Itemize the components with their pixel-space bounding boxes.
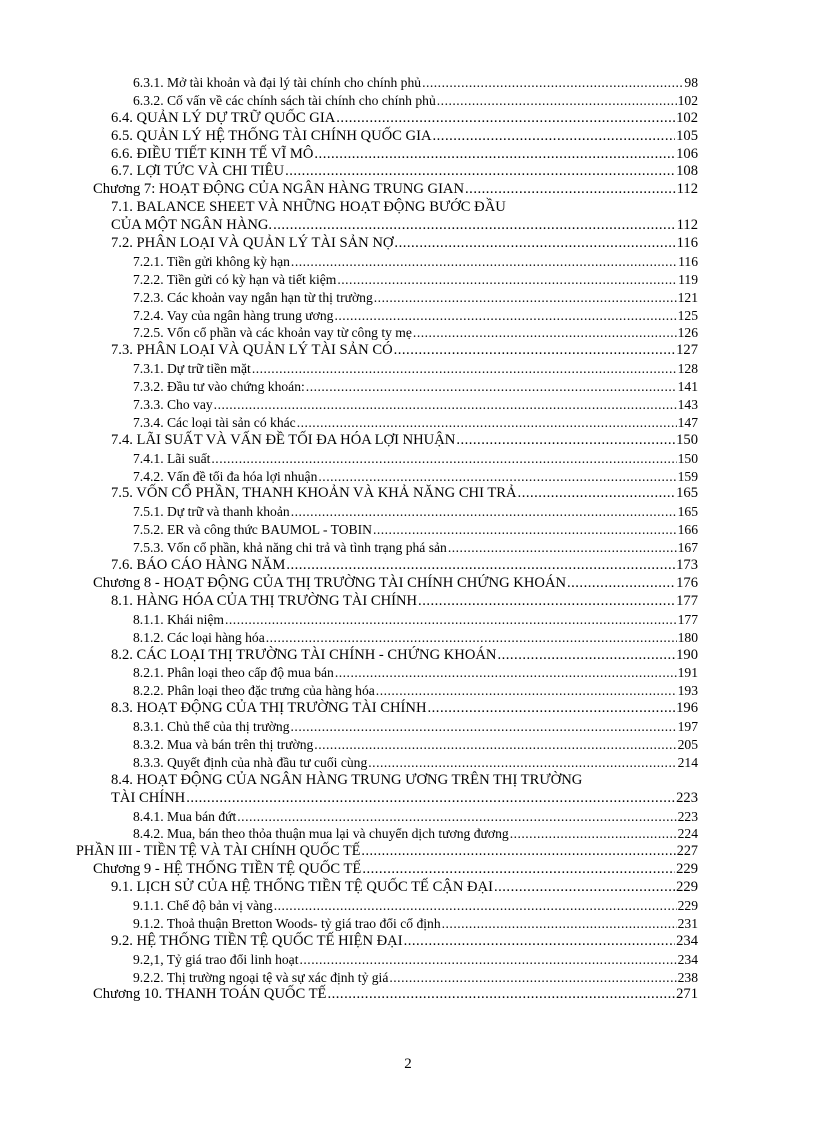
toc-entry-page: 159 bbox=[677, 468, 698, 484]
toc-entry-page: 166 bbox=[677, 522, 698, 538]
toc-entry bbox=[0, 468, 816, 486]
toc-entry bbox=[0, 664, 816, 682]
toc-entry-page: 193 bbox=[677, 683, 698, 699]
dot-leader bbox=[214, 396, 677, 414]
toc-entry-title: 6.5. QUẢN LÝ HỆ THỐNG TÀI CHÍNH QUỐC GIA bbox=[111, 127, 432, 144]
toc-entry-title: 7.2.4. Vay của ngân hàng trung ương bbox=[133, 307, 334, 323]
toc-entry bbox=[0, 915, 816, 933]
toc-entry-page: 234 bbox=[676, 932, 698, 949]
toc-entry-page: 176 bbox=[676, 574, 698, 591]
toc-entry-page: 165 bbox=[676, 485, 698, 502]
toc-entry bbox=[0, 539, 816, 557]
dot-leader bbox=[374, 289, 677, 307]
toc-entry-title: 7.4.2. Vấn đề tối đa hóa lợi nhuận bbox=[133, 468, 318, 484]
toc-entry-page: 271 bbox=[676, 986, 698, 1003]
toc-entry-page: 102 bbox=[677, 92, 698, 108]
toc-entry-page: 116 bbox=[676, 235, 698, 252]
dot-leader bbox=[211, 450, 676, 468]
toc-entry bbox=[0, 503, 816, 521]
dot-leader bbox=[361, 843, 675, 861]
dot-leader bbox=[422, 74, 683, 92]
toc-entry-title: 7.1. BALANCE SHEET VÀ NHỮNG HOẠT ĐỘNG BƯỚC ĐẦU bbox=[111, 199, 506, 216]
dot-leader bbox=[291, 503, 677, 521]
toc-entry-title: Chương 9 - HỆ THỐNG TIỀN TỆ QUỐC TẾ bbox=[93, 861, 362, 878]
toc-entry-page: 197 bbox=[677, 719, 698, 735]
toc-entry-page: 196 bbox=[676, 700, 698, 717]
dot-leader bbox=[252, 360, 677, 378]
toc-entry-page: 177 bbox=[677, 611, 698, 627]
toc-entry bbox=[0, 342, 816, 360]
dot-leader bbox=[437, 92, 677, 110]
toc-entry-title: 6.6. ĐIỀU TIẾT KINH TẾ VĨ MÔ bbox=[111, 145, 314, 162]
toc-entry-title: 8.2. CÁC LOẠI THỊ TRƯỜNG TÀI CHÍNH - CHỨNG KHOÁN bbox=[111, 646, 497, 663]
dot-leader bbox=[318, 468, 676, 486]
toc-entry bbox=[0, 557, 816, 575]
toc-entry-title: 8.4. HOẠT ĐỘNG CỦA NGÂN HÀNG TRUNG ƯƠNG TRÊN THỊ TRƯỜNG bbox=[111, 771, 583, 788]
page-number: 2 bbox=[404, 1056, 412, 1072]
toc-entry-page: 121 bbox=[677, 289, 698, 305]
toc-entry-title: 7.2.1. Tiền gửi không kỳ hạn bbox=[133, 253, 290, 269]
toc-entry-title: 8.1.2. Các loại hàng hóa bbox=[133, 629, 265, 645]
toc-entry bbox=[0, 790, 816, 808]
dot-leader bbox=[314, 146, 675, 164]
toc-entry bbox=[0, 396, 816, 414]
dot-leader bbox=[394, 235, 675, 253]
toc-entry bbox=[0, 235, 816, 253]
dot-leader bbox=[334, 307, 676, 325]
toc-entry-page: 105 bbox=[676, 127, 698, 144]
toc-entry bbox=[0, 611, 816, 629]
toc-entry-page: 205 bbox=[677, 736, 698, 752]
toc-entry bbox=[0, 593, 816, 611]
toc-entry-title: 6.3.2. Cố vấn về các chính sách tài chính cho chính phủ bbox=[133, 92, 436, 108]
toc-entry-title: 7.5.1. Dự trữ và thanh khoản bbox=[133, 504, 290, 520]
toc-entry-page: 126 bbox=[677, 325, 698, 341]
toc-entry-title: 7.2.5. Vốn cổ phần và các khoản vay từ công ty mẹ bbox=[133, 325, 412, 341]
toc-entry-page: 229 bbox=[677, 897, 698, 913]
toc-entry bbox=[0, 879, 816, 897]
toc-entry bbox=[0, 92, 816, 110]
toc-entry-page: 106 bbox=[676, 145, 698, 162]
toc-entry-title: 7.2.2. Tiền gửi có kỳ hạn và tiết kiệm bbox=[133, 271, 337, 287]
toc-entry-page: 167 bbox=[677, 540, 698, 556]
toc-entry-title: 7.5.3. Vốn cổ phần, khả năng chi trả và tình trạng phá sản bbox=[133, 540, 447, 556]
toc-entry-title: Chương 8 - HOẠT ĐỘNG CỦA THỊ TRƯỜNG TÀI CHÍNH CHỨNG KHOÁN bbox=[93, 574, 566, 591]
toc-entry-title: 8.1. HÀNG HÓA CỦA THỊ TRƯỜNG TÀI CHÍNH bbox=[111, 592, 418, 609]
toc-entry bbox=[0, 521, 816, 539]
toc-entry-page: 102 bbox=[676, 109, 698, 126]
toc-entry bbox=[0, 163, 816, 181]
dot-leader bbox=[567, 575, 675, 593]
toc-entry-title: 9.2. HỆ THỐNG TIỀN TỆ QUỐC TẾ HIỆN ĐẠI bbox=[111, 932, 403, 949]
toc-entry-title: Chương 10. THANH TOÁN QUỐC TẾ bbox=[93, 986, 327, 1003]
toc-entry-page: 223 bbox=[677, 808, 698, 824]
dot-leader bbox=[497, 647, 675, 665]
toc-entry bbox=[0, 485, 816, 503]
toc-entry-page: 173 bbox=[676, 557, 698, 574]
toc-entry-page: 238 bbox=[677, 969, 698, 985]
dot-leader bbox=[285, 163, 675, 181]
toc-entry-page: 143 bbox=[677, 397, 698, 413]
toc-entry-title: 7.3.1. Dự trữ tiền mặt bbox=[133, 361, 251, 377]
toc-entry bbox=[0, 629, 816, 647]
toc-entry bbox=[0, 808, 816, 826]
toc-entry-page: 227 bbox=[676, 843, 698, 860]
toc-entry bbox=[0, 772, 816, 790]
dot-leader bbox=[465, 181, 676, 199]
table-of-contents bbox=[0, 74, 816, 1004]
dot-leader bbox=[335, 664, 677, 682]
toc-entry-page: 180 bbox=[677, 629, 698, 645]
dot-leader bbox=[274, 897, 677, 915]
toc-entry-title: 9.1. LỊCH SỬ CỦA HỆ THỐNG TIỀN TỆ QUỐC TẾ CẬN ĐẠI bbox=[111, 879, 493, 896]
toc-entry bbox=[0, 575, 816, 593]
toc-entry-title: 8.1.1. Khái niệm bbox=[133, 611, 224, 627]
toc-entry bbox=[0, 843, 816, 861]
toc-entry-page: 229 bbox=[676, 861, 698, 878]
toc-entry bbox=[0, 74, 816, 92]
toc-entry-title: 7.3.4. Các loại tài sản có khác bbox=[133, 414, 296, 430]
dot-leader bbox=[327, 986, 675, 1004]
toc-entry bbox=[0, 378, 816, 396]
toc-entry-page: 231 bbox=[677, 915, 698, 931]
toc-entry-title: 8.2.1. Phân loại theo cấp độ mua bán bbox=[133, 665, 334, 681]
dot-leader bbox=[389, 969, 676, 987]
toc-entry-title: 6.7. LỢI TỨC VÀ CHI TIÊU bbox=[111, 163, 285, 180]
dot-leader bbox=[314, 736, 676, 754]
toc-entry bbox=[0, 718, 816, 736]
toc-entry-page: 234 bbox=[677, 951, 698, 967]
toc-entry-title: 8.3.2. Mua và bán trên thị trường bbox=[133, 736, 314, 752]
toc-entry-page: 214 bbox=[677, 754, 698, 770]
toc-entry-title: 6.3.1. Mở tài khoản và đại lý tài chính cho chính phủ bbox=[133, 75, 422, 90]
toc-entry bbox=[0, 199, 816, 217]
toc-entry bbox=[0, 647, 816, 665]
dot-leader bbox=[186, 790, 675, 808]
dot-leader bbox=[336, 110, 675, 128]
toc-entry-page: 150 bbox=[677, 450, 698, 466]
toc-entry-page: 125 bbox=[677, 307, 698, 323]
dot-leader bbox=[291, 253, 677, 271]
toc-entry bbox=[0, 360, 816, 378]
toc-entry-title: 9.2.2. Thị trường ngoại tệ và sự xác định tỷ giá bbox=[133, 969, 389, 985]
toc-entry-page: 165 bbox=[677, 504, 698, 520]
toc-entry-title: 7.3.2. Đầu tư vào chứng khoán: bbox=[133, 379, 305, 395]
toc-entry-page: 141 bbox=[677, 379, 698, 395]
dot-leader bbox=[518, 485, 676, 503]
toc-entry bbox=[0, 825, 816, 843]
dot-leader bbox=[368, 754, 676, 772]
toc-entry-title: CỦA MỘT NGÂN HÀNG. bbox=[111, 217, 273, 234]
dot-leader bbox=[300, 951, 677, 969]
dot-leader bbox=[433, 128, 676, 146]
toc-entry-page: 191 bbox=[677, 665, 698, 681]
toc-entry-title: 7.5.2. ER và công thức BAUMOL - TOBIN bbox=[133, 522, 372, 538]
dot-leader bbox=[456, 432, 675, 450]
toc-entry bbox=[0, 181, 816, 199]
dot-leader bbox=[266, 629, 677, 647]
toc-entry-title: Chương 7: HOẠT ĐỘNG CỦA NGÂN HÀNG TRUNG GIAN bbox=[93, 181, 465, 198]
toc-entry bbox=[0, 253, 816, 271]
toc-entry-page: 147 bbox=[677, 414, 698, 430]
toc-entry-title: 7.2. PHÂN LOẠI VÀ QUẢN LÝ TÀI SẢN NỢ bbox=[111, 235, 394, 252]
dot-leader bbox=[286, 557, 675, 575]
toc-entry-title: 7.2.3. Các khoản vay ngắn hạn từ thị trường bbox=[133, 289, 373, 305]
toc-entry bbox=[0, 271, 816, 289]
toc-entry-page: 116 bbox=[678, 253, 698, 269]
toc-entry-page: 150 bbox=[676, 431, 698, 448]
toc-entry bbox=[0, 754, 816, 772]
toc-entry bbox=[0, 110, 816, 128]
toc-entry-page: 127 bbox=[676, 342, 698, 359]
dot-leader bbox=[337, 271, 677, 289]
dot-leader bbox=[404, 933, 676, 951]
toc-entry bbox=[0, 933, 816, 951]
toc-entry-title: 7.6. BÁO CÁO HÀNG NĂM bbox=[111, 557, 286, 574]
toc-entry-page: 112 bbox=[676, 181, 698, 198]
toc-entry-title: 8.4.2. Mua, bán theo thỏa thuận mua lại và chuyển dịch tương đương bbox=[133, 826, 509, 842]
toc-entry-title: 9.1.1. Chế độ bản vị vàng bbox=[133, 897, 273, 913]
toc-entry-title: 7.4.1. Lãi suất bbox=[133, 450, 211, 466]
toc-entry bbox=[0, 324, 816, 342]
toc-entry-title: 9.1.2. Thoả thuận Bretton Woods- tỷ giá trao đổi cố định bbox=[133, 915, 441, 931]
toc-entry-page: 190 bbox=[676, 646, 698, 663]
toc-entry-title: 8.3.1. Chủ thể của thị trường bbox=[133, 719, 290, 735]
dot-leader bbox=[291, 718, 677, 736]
dot-leader bbox=[273, 217, 676, 235]
dot-leader bbox=[510, 825, 677, 843]
toc-entry-title: 8.3.3. Quyết định của nhà đầu tư cuối cùng bbox=[133, 754, 368, 770]
toc-entry-page: 229 bbox=[676, 879, 698, 896]
toc-entry-page: 112 bbox=[676, 217, 698, 234]
toc-entry bbox=[0, 951, 816, 969]
toc-entry bbox=[0, 307, 816, 325]
toc-entry-page: 177 bbox=[676, 592, 698, 609]
dot-leader bbox=[418, 593, 675, 611]
toc-entry-title: 8.3. HOẠT ĐỘNG CỦA THỊ TRƯỜNG TÀI CHÍNH bbox=[111, 700, 427, 717]
dot-leader bbox=[413, 324, 677, 342]
dot-leader bbox=[428, 700, 676, 718]
toc-entry bbox=[0, 897, 816, 915]
toc-entry-title: 6.4. QUẢN LÝ DỰ TRỮ QUỐC GIA bbox=[111, 109, 336, 126]
dot-leader bbox=[306, 378, 677, 396]
toc-entry bbox=[0, 986, 816, 1004]
dot-leader bbox=[297, 414, 677, 432]
toc-entry-title: 8.2.2. Phân loại theo đặc trưng của hàng hóa bbox=[133, 683, 375, 699]
toc-entry bbox=[0, 414, 816, 432]
toc-entry-page: 223 bbox=[676, 789, 698, 806]
toc-entry-page: 128 bbox=[677, 361, 698, 377]
toc-entry bbox=[0, 432, 816, 450]
dot-leader bbox=[373, 521, 677, 539]
toc-entry bbox=[0, 146, 816, 164]
toc-entry-title: 7.3.3. Cho vay bbox=[133, 397, 213, 413]
toc-entry-title: PHẦN III - TIỀN TỆ VÀ TÀI CHÍNH QUỐC TẾ bbox=[76, 843, 361, 860]
toc-entry bbox=[0, 969, 816, 987]
toc-entry bbox=[0, 682, 816, 700]
toc-entry bbox=[0, 861, 816, 879]
dot-leader bbox=[225, 611, 677, 629]
toc-entry bbox=[0, 128, 816, 146]
toc-entry-title: 7.5. VỐN CỔ PHẦN, THANH KHOẢN VÀ KHẢ NĂNG CHI TRẢ bbox=[111, 485, 517, 502]
toc-entry-page: 98 bbox=[684, 75, 698, 90]
dot-leader bbox=[448, 539, 677, 557]
toc-entry-title: 9.2,1, Tỷ giá trao đổi linh hoạt bbox=[133, 951, 299, 967]
dot-leader bbox=[237, 808, 676, 826]
toc-entry-page: 108 bbox=[676, 163, 698, 180]
dot-leader bbox=[394, 342, 676, 360]
dot-leader bbox=[494, 879, 675, 897]
dot-leader bbox=[442, 915, 677, 933]
toc-entry bbox=[0, 700, 816, 718]
dot-leader bbox=[362, 861, 675, 879]
toc-entry-page: 224 bbox=[677, 826, 698, 842]
toc-entry-title: 7.3. PHÂN LOẠI VÀ QUẢN LÝ TÀI SẢN CÓ bbox=[111, 342, 393, 359]
toc-entry bbox=[0, 450, 816, 468]
toc-entry-title: 7.4. LÃI SUẤT VÀ VẤN ĐỀ TỐI ĐA HÓA LỢI NHUẬN bbox=[111, 431, 456, 448]
toc-entry bbox=[0, 289, 816, 307]
dot-leader bbox=[376, 682, 677, 700]
toc-entry-title: 8.4.1. Mua bán đứt bbox=[133, 808, 237, 824]
toc-entry bbox=[0, 736, 816, 754]
toc-entry-page: 119 bbox=[678, 271, 698, 287]
toc-entry bbox=[0, 217, 816, 235]
toc-entry-title: TÀI CHÍNH bbox=[111, 789, 186, 806]
